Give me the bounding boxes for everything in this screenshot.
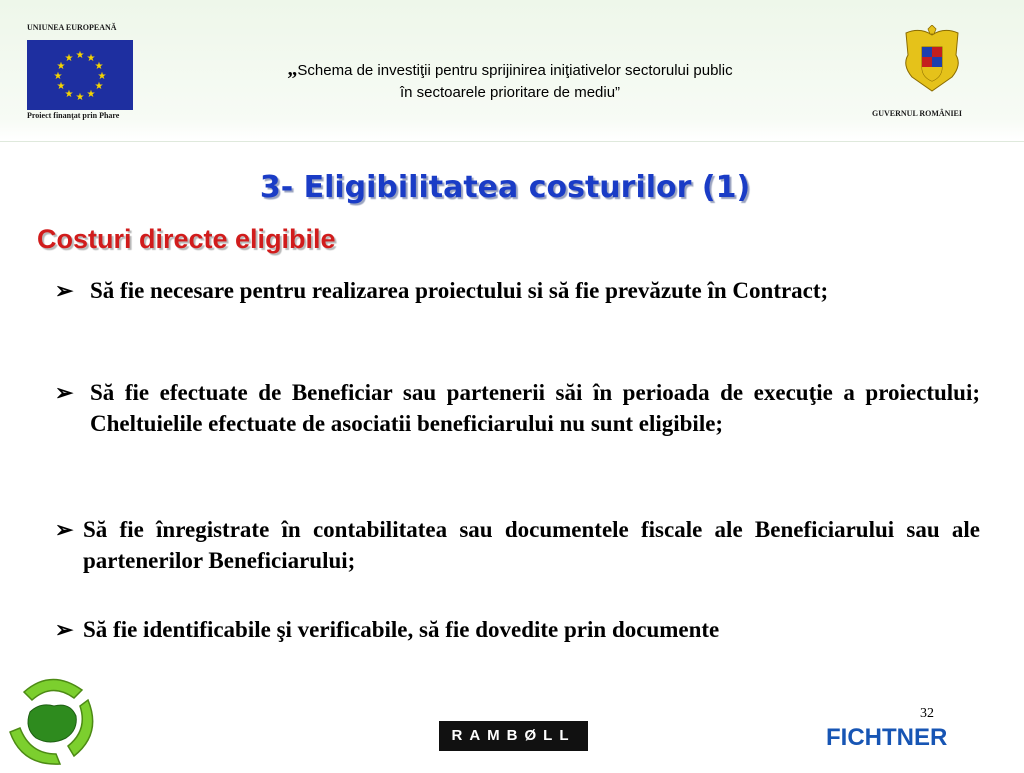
bullet-text: Să fie necesare pentru realizarea proiectului si să fie prevăzute în Contract; — [90, 278, 829, 303]
bullet-text: Să fie înregistrate în contabilitatea sau documentele fiscale ale Beneficiarului sau ale partenerilor Beneficiarului; — [83, 517, 980, 573]
arrow-bullet-icon: ➢ — [55, 617, 74, 642]
bullet-item — [55, 614, 980, 645]
svg-text:★: ★ — [86, 89, 96, 100]
svg-text:★: ★ — [64, 53, 74, 64]
arrow-bullet-icon: ➢ — [55, 517, 74, 542]
svg-text:★: ★ — [64, 89, 74, 100]
bullet-item — [55, 377, 980, 439]
svg-text:★: ★ — [56, 81, 66, 92]
fichtner-logo: FICHTNER — [826, 724, 948, 751]
government-label: GUVERNUL ROMÂNIEI — [872, 109, 963, 118]
bullet-item — [55, 514, 980, 576]
svg-text:★: ★ — [94, 61, 104, 72]
svg-text:★: ★ — [86, 53, 96, 64]
bullet-item — [55, 275, 980, 306]
svg-text:★: ★ — [94, 81, 104, 92]
rambol-logo: RAMBØLL — [439, 721, 588, 751]
bullet-text: Să fie efectuate de Beneficiar sau partenerii săi în perioada de execuţie a proiectului; Cheltuielile efectuate de asociatii beneficiarului nu sunt eligibile; — [90, 380, 980, 436]
eu-flag-icon — [27, 40, 133, 110]
program-quote-mark: „ — [287, 58, 298, 80]
program-title-line1 — [160, 58, 860, 81]
arrow-bullet-icon: ➢ — [55, 380, 74, 405]
slide-title: 3- Eligibilitatea costurilor (1) — [259, 170, 751, 205]
recycle-romania-map-icon — [4, 672, 99, 768]
program-title-line2: în sectoarele prioritare de mediu” — [399, 84, 621, 101]
romania-coat-of-arms-icon — [900, 25, 964, 95]
svg-text:★: ★ — [53, 71, 63, 82]
page-number: 32 — [920, 706, 934, 721]
svg-text:★: ★ — [56, 61, 66, 72]
arrow-bullet-icon: ➢ — [55, 278, 74, 303]
header-divider — [0, 141, 1024, 142]
eu-subtitle: Proiect finanţat prin Phare — [27, 111, 120, 120]
program-title-text: Schema de investiţii pentru sprijinirea iniţiativelor sectorului public — [297, 62, 733, 79]
svg-text:★: ★ — [97, 71, 107, 82]
svg-text:★: ★ — [75, 92, 85, 103]
slide-subheading: Costuri directe eligibile — [37, 224, 336, 254]
svg-text:★: ★ — [75, 50, 85, 61]
bullet-text: Să fie identificabile şi verificabile, să fie dovedite prin documente — [83, 617, 720, 642]
eu-title: UNIUNEA EUROPEANĂ — [27, 23, 117, 32]
